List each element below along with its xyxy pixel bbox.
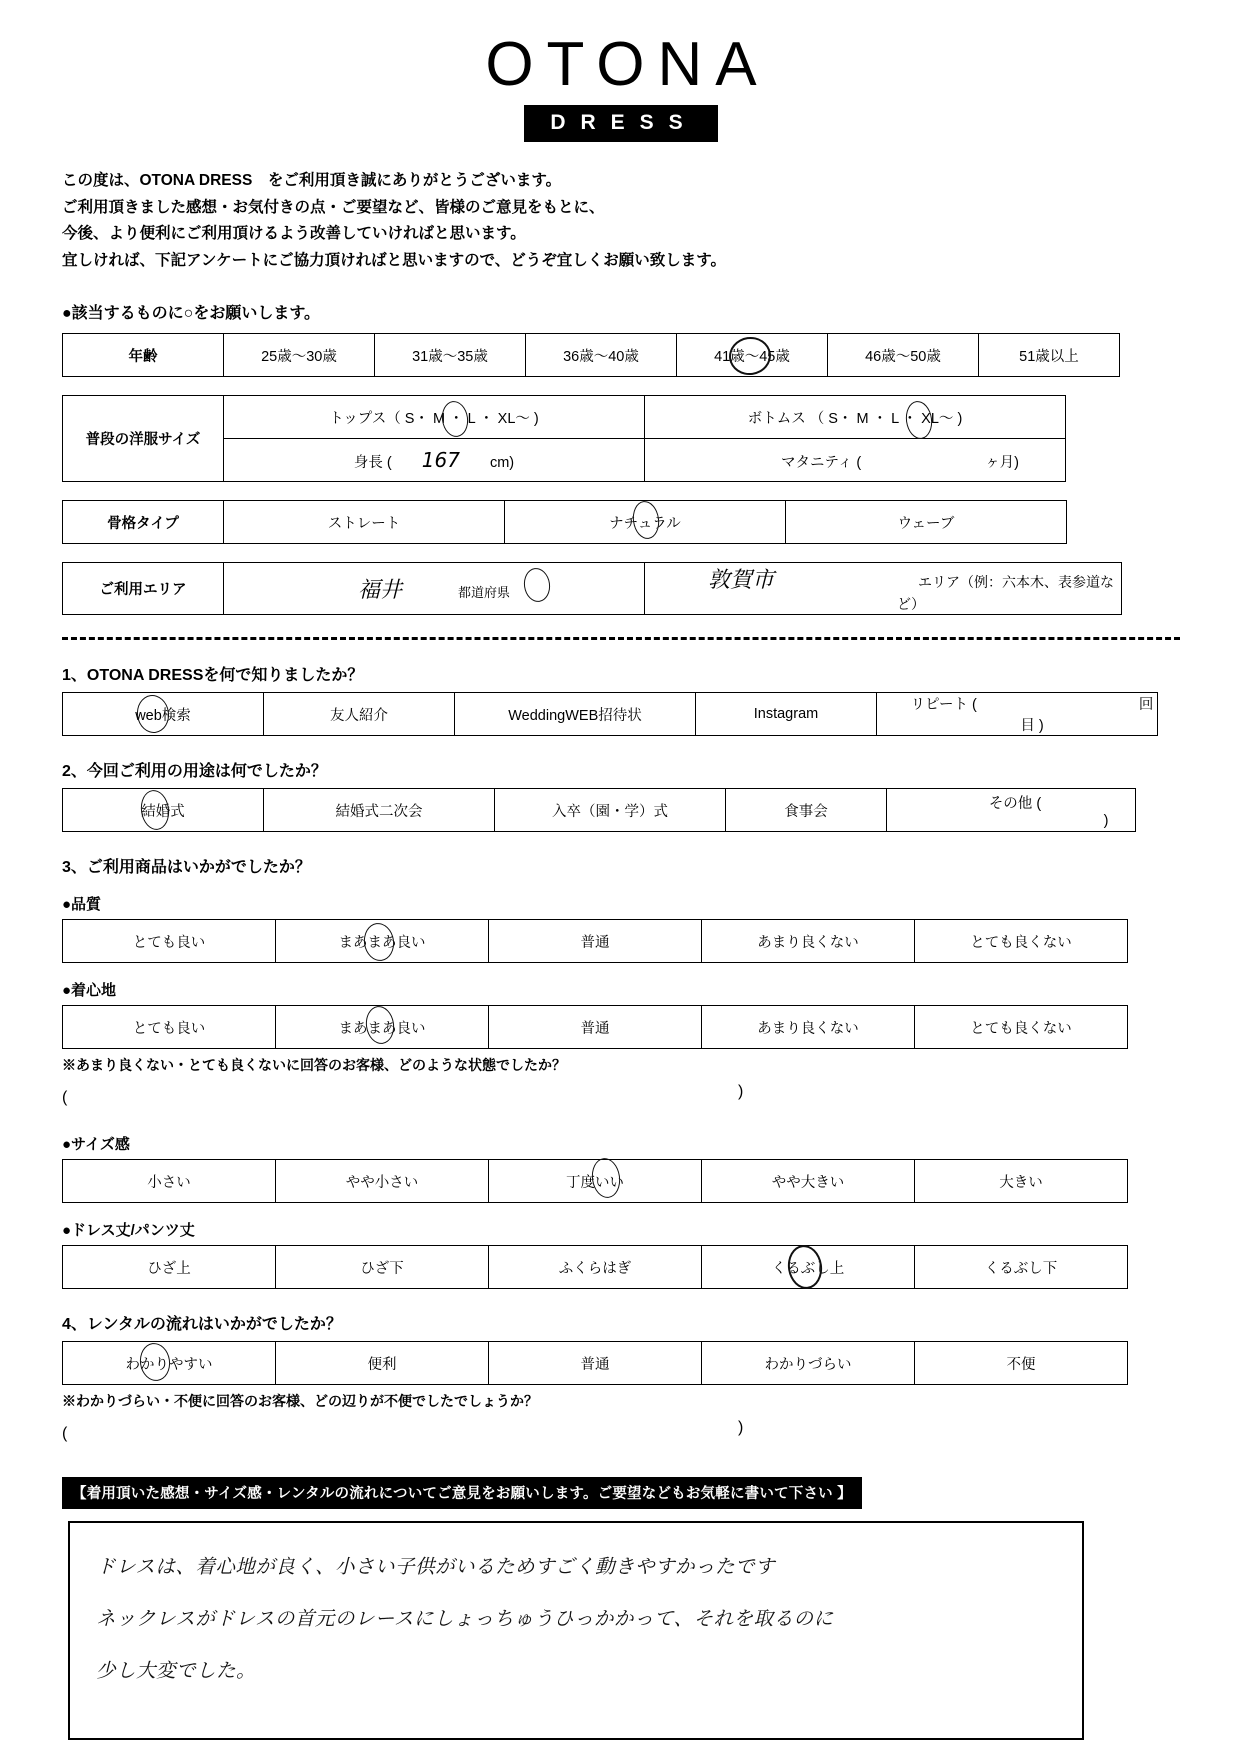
city-cell[interactable] (645, 563, 1122, 615)
maternity-value (865, 448, 985, 472)
section-divider (62, 637, 1180, 640)
q1-option-2[interactable]: WeddingWEB招待状 (455, 693, 696, 736)
q4-heading: 4、レンタルの流れはいかがでしたか？ (62, 1316, 342, 1333)
q4-option-2[interactable]: 普通 (489, 1342, 702, 1385)
q3-length-option-0[interactable]: ひざ上 (63, 1246, 276, 1289)
q1-option-3[interactable]: Instagram (696, 693, 877, 736)
q1-heading: 1、OTONA DRESSを何で知りましたか？ (62, 667, 364, 684)
q3-size-feel-table (62, 1159, 1128, 1203)
q3-quality-table (62, 919, 1128, 963)
free-comment-line-2: ネックレスがドレスの首元のレースにしょっちゅうひっかかって、それを取るのに (96, 1607, 834, 1630)
q4-answer[interactable] (62, 1419, 1122, 1443)
age-option-1[interactable]: 31歳～35歳 (375, 334, 526, 377)
q3-comfort-label: ●着心地 (62, 982, 117, 999)
free-comment-box[interactable] (68, 1521, 1084, 1740)
free-comment-text (96, 1541, 1056, 1697)
height-label: 身長 ( (353, 455, 392, 471)
age-option-3[interactable]: 41歳～45歳 (677, 334, 828, 377)
body-type-label: 骨格タイプ (63, 501, 224, 544)
brand-name: OTONA (485, 30, 770, 99)
q4-table (62, 1341, 1128, 1385)
q3-length-option-2[interactable]: ふくらはぎ (489, 1246, 702, 1289)
prefecture-cell[interactable] (224, 563, 645, 615)
clothing-size-label: 普段の洋服サイズ (63, 396, 224, 482)
q4-option-1[interactable]: 便利 (276, 1342, 489, 1385)
body-type-option-1[interactable]: ナチュラル (505, 501, 786, 544)
q3-comfort-note: ※あまり良くない・とても良くないに回答のお客様、どのような状態でしたか？ (62, 1057, 566, 1073)
free-comment-line-1: ドレスは、着心地が良く、小さい子供がいるためすごく動きやすかったです (96, 1555, 776, 1578)
instruction-line: ●該当するものに○をお願いします。 (62, 305, 321, 322)
q1-repeat-suffix: 回目 ) (1020, 697, 1154, 734)
q3-length-label: ●ドレス丈/パンツ丈 (62, 1222, 195, 1239)
q3-quality-option-0[interactable]: とても良い (63, 920, 276, 963)
q2-option-1[interactable]: 結婚式二次会 (264, 789, 495, 832)
q1-option-1[interactable]: 友人紹介 (264, 693, 455, 736)
q2-option-2[interactable]: 入卒（園・学）式 (495, 789, 726, 832)
height-row[interactable] (224, 439, 645, 482)
prefecture-value: 福井 (357, 578, 402, 603)
intro-line-1: この度は、OTONA DRESS をご利用頂き誠にありがとうございます。 (62, 172, 562, 189)
intro-line-3: 今後、より便利にご利用頂けるよう改善していければと思います。 (62, 225, 526, 242)
age-option-2[interactable]: 36歳～40歳 (526, 334, 677, 377)
q1-table (62, 692, 1158, 736)
q3-comfort-answer[interactable] (62, 1083, 1122, 1107)
q2-option-3[interactable]: 食事会 (726, 789, 887, 832)
q3-comfort-option-2[interactable]: 普通 (489, 1006, 702, 1049)
q3-length-table (62, 1245, 1128, 1289)
q3-comfort-table (62, 1005, 1128, 1049)
q3-quality-option-1[interactable]: まあまあ良い (276, 920, 489, 963)
age-table (62, 333, 1120, 377)
maternity-label: マタニティ ( (780, 455, 862, 471)
q3-size-feel-option-3[interactable]: やや大きい (702, 1160, 915, 1203)
maternity-unit: ヶ月) (985, 455, 1020, 471)
q2-table (62, 788, 1136, 832)
q3-size-feel-label: ●サイズ感 (62, 1136, 130, 1153)
q2-heading: 2、今回ご利用の用途は何でしたか？ (62, 763, 327, 780)
q2-option-4[interactable]: その他 ( ) (887, 789, 1136, 832)
q2-other-suffix: ) (1103, 812, 1109, 829)
body-type-option-2[interactable]: ウェーブ (786, 501, 1067, 544)
q4-option-0[interactable]: わかりやすい (63, 1342, 276, 1385)
q2-option-0[interactable]: 結婚式 (63, 789, 264, 832)
q3-quality-label: ●品質 (62, 896, 102, 913)
q4-answer-close: ) (738, 1419, 744, 1436)
intro-line-4: 宜しければ、下記アンケートにご協力頂ければと思いますので、どうぞ宜しくお願い致します。 (62, 251, 727, 269)
city-value: 敦賀市 (707, 568, 774, 593)
free-comment-heading: 【着用頂いた感想・サイズ感・レンタルの流れについてご意見をお願いします。ご要望などもお気軽に書いて下さい 】 (62, 1477, 862, 1509)
q3-quality-option-4[interactable]: とても良くない (915, 920, 1128, 963)
q3-quality-option-3[interactable]: あまり良くない (702, 920, 915, 963)
brand-subname: DRESS (524, 105, 717, 142)
q4-option-4[interactable]: 不便 (915, 1342, 1128, 1385)
prefecture-suffix-circle (522, 566, 552, 603)
q3-comfort-answer-close: ) (738, 1083, 744, 1100)
q4-answer-open: ( (62, 1425, 68, 1442)
q3-comfort-option-3[interactable]: あまり良くない (702, 1006, 915, 1049)
maternity-row[interactable] (645, 439, 1066, 482)
area-table (62, 562, 1122, 615)
q3-size-feel-option-2[interactable]: 丁度いい (489, 1160, 702, 1203)
q3-heading: 3、ご利用商品はいかがでしたか？ (62, 859, 311, 876)
q3-size-feel-option-0[interactable]: 小さい (63, 1160, 276, 1203)
q3-comfort-option-0[interactable]: とても良い (63, 1006, 276, 1049)
q1-option-0[interactable]: web検索 (63, 693, 264, 736)
area-hint: エリア（例：六本木、表参道など） (897, 574, 1115, 612)
intro-paragraph (62, 168, 1242, 274)
age-option-5[interactable]: 51歳以上 (979, 334, 1120, 377)
bottoms-size-row[interactable]: ボトムス （ S・ M ・ L ・ XL～ ) (645, 396, 1066, 439)
q3-size-feel-option-1[interactable]: やや小さい (276, 1160, 489, 1203)
q3-quality-option-2[interactable]: 普通 (489, 920, 702, 963)
q3-length-option-1[interactable]: ひざ下 (276, 1246, 489, 1289)
age-option-0[interactable]: 25歳～30歳 (224, 334, 375, 377)
q3-comfort-option-1[interactable]: まあまあ良い (276, 1006, 489, 1049)
height-unit: cm) (489, 455, 515, 471)
q1-option-4[interactable]: リピート ( 回目 ) (877, 693, 1158, 736)
q3-comfort-option-4[interactable]: とても良くない (915, 1006, 1128, 1049)
q3-length-option-4[interactable]: くるぶし下 (915, 1246, 1128, 1289)
clothing-size-table (62, 395, 1066, 482)
body-type-option-0[interactable]: ストレート (224, 501, 505, 544)
free-comment-line-3: 少し大変でした。 (96, 1659, 257, 1682)
intro-line-2: ご利用頂きました感想・お気付きの点・ご要望など、皆様のご意見をもとに、 (62, 198, 605, 216)
area-label: ご利用エリア (63, 563, 224, 615)
body-type-table (62, 500, 1067, 544)
age-label: 年齢 (63, 334, 224, 377)
brand-logo (0, 0, 1242, 142)
q4-option-3[interactable]: わかりづらい (702, 1342, 915, 1385)
prefecture-suffix: 都道府県 (458, 585, 511, 600)
age-option-4[interactable]: 46歳～50歳 (828, 334, 979, 377)
height-value: 167 (421, 448, 460, 472)
tops-size-row[interactable]: トップス（ S・ M ・ L ・ XL～ ) (224, 396, 645, 439)
q3-length-option-3[interactable]: くるぶし上 (702, 1246, 915, 1289)
q3-comfort-answer-open: ( (62, 1089, 68, 1106)
q3-size-feel-option-4[interactable]: 大きい (915, 1160, 1128, 1203)
q4-note: ※わかりづらい・不便に回答のお客様、どの辺りが不便でしたでしょうか？ (62, 1393, 538, 1409)
